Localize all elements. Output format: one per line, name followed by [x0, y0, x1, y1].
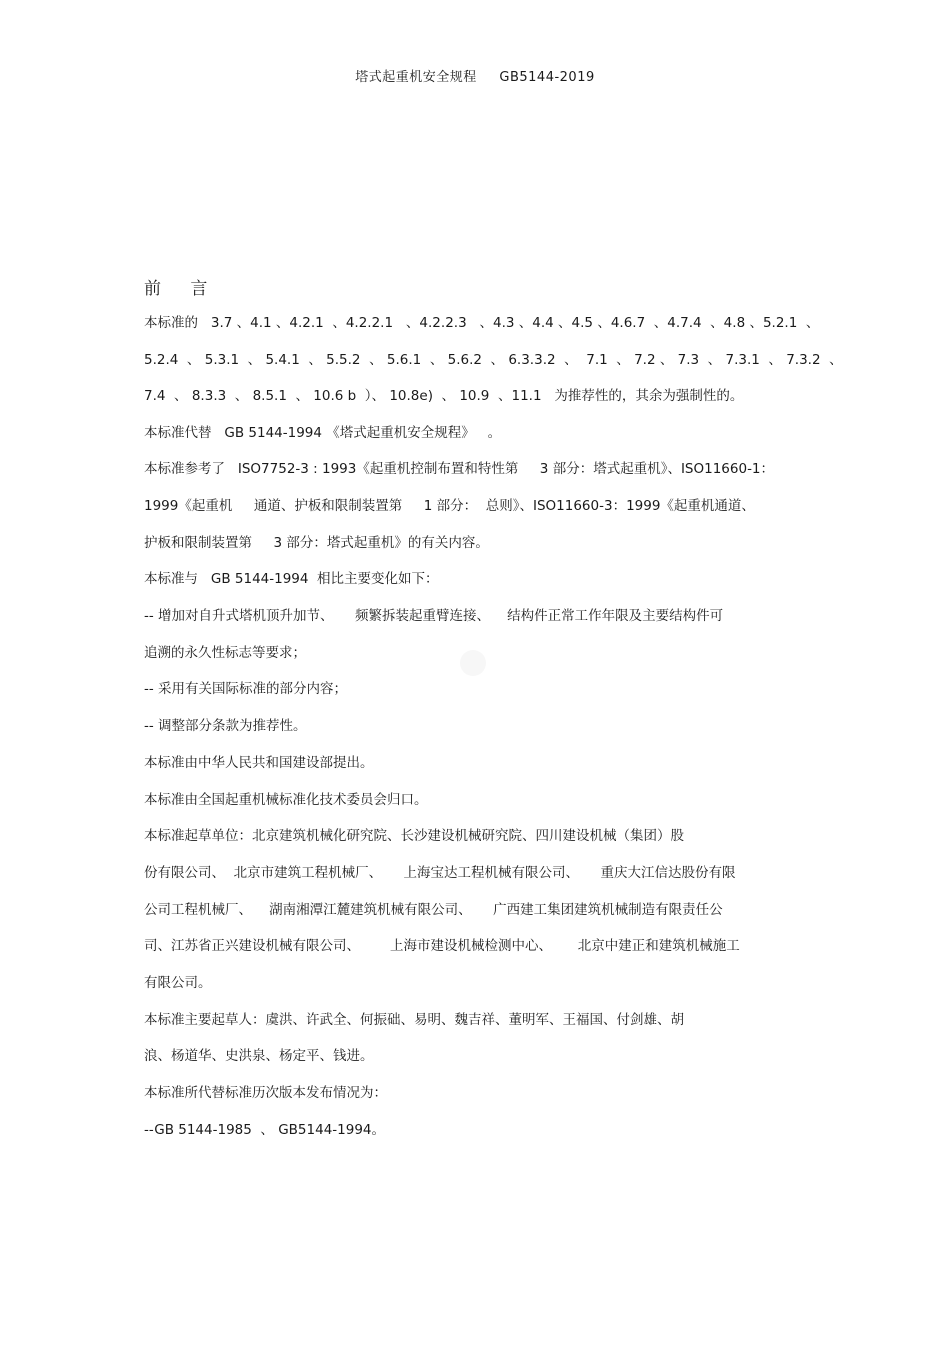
list-item: -- 采用有关国际标准的部分内容； [144, 681, 348, 697]
section-heading: 前 言 [144, 279, 220, 299]
paragraph-line: 本标准所代替标准历次版本发布情况为： [144, 1085, 387, 1101]
document-title: 塔式起重机安全规程 [355, 70, 477, 85]
paragraph-line: 公司工程机械厂、 湖南湘潭江麓建筑机械有限公司、 广西建工集团建筑机械制造有限责任公 [144, 902, 723, 918]
paragraph-line: 本标准与 GB 5144-1994 相比主要变化如下： [144, 571, 439, 587]
paragraph-line: 本标准的 3.7 、4.1 、4.2.1 、4.2.2.1 、4.2.2.3 、4.3 、4.4 、4.5 、4.6.7 、4.7.4 、4.8 、5.2.1 、 [144, 315, 820, 331]
paragraph-line: 有限公司。 [144, 975, 212, 991]
paragraph-line: 追溯的永久性标志等要求； [144, 645, 306, 661]
paragraph-line: 本标准起草单位：北京建筑机械化研究院、长沙建设机械研究院、四川建设机械（集团）股 [144, 828, 684, 844]
list-item: -- 增加对自升式塔机顶升加节、 频繁拆装起重臂连接、 结构件正常工作年限及主要结构件可 [144, 608, 724, 624]
paragraph-line: 本标准参考了 ISO7752-3 : 1993《起重机控制布置和特性第 3 部分：塔式起重机》、ISO11660-1： [144, 461, 775, 477]
paragraph-line: 本标准代替 GB 5144-1994 《塔式起重机安全规程》 。 [144, 425, 502, 441]
watermark-mark [460, 650, 486, 676]
paragraph-line: 护板和限制装置第 3 部分：塔式起重机》的有关内容。 [144, 535, 489, 551]
paragraph-line: 司、江苏省正兴建设机械有限公司、 上海市建设机械检测中心、 北京中建正和建筑机械施工 [144, 938, 740, 954]
paragraph-line: 本标准主要起草人：虞洪、许武全、何振础、易明、魏吉祥、董明军、王福国、付剑雄、胡 [144, 1012, 684, 1028]
paragraph-line: 本标准由全国起重机械标准化技术委员会归口。 [144, 792, 428, 808]
paragraph-line: 7.4 、 8.3.3 、 8.5.1 、 10.6 b ）、 10.8e) 、 10.9 、11.1 为推荐性的，其余为强制性的。 [144, 388, 744, 404]
running-header [0, 66, 950, 85]
standard-code: GB5144-2019 [499, 70, 595, 85]
paragraph-line: 1999《起重机 通道、护板和限制装置第 1 部分： 总则》、ISO11660-3：1999《起重机通道、 [144, 498, 755, 514]
list-item: -- 调整部分条款为推荐性。 [144, 718, 307, 734]
paragraph-line: 本标准由中华人民共和国建设部提出。 [144, 755, 374, 771]
paragraph-line: 份有限公司、 北京市建筑工程机械厂、 上海宝达工程机械有限公司、 重庆大江信达股份有限 [144, 865, 736, 881]
list-item: --GB 5144-1985 、 GB5144-1994。 [144, 1122, 386, 1138]
paragraph-line: 5.2.4 、 5.3.1 、 5.4.1 、 5.5.2 、 5.6.1 、 5.6.2 、 6.3.3.2 、 7.1 、 7.2 、 7.3 、 7.3.1 、 7.3.2 、 [144, 352, 843, 368]
paragraph-line: 浪、杨道华、史洪泉、杨定平、钱进。 [144, 1048, 374, 1064]
